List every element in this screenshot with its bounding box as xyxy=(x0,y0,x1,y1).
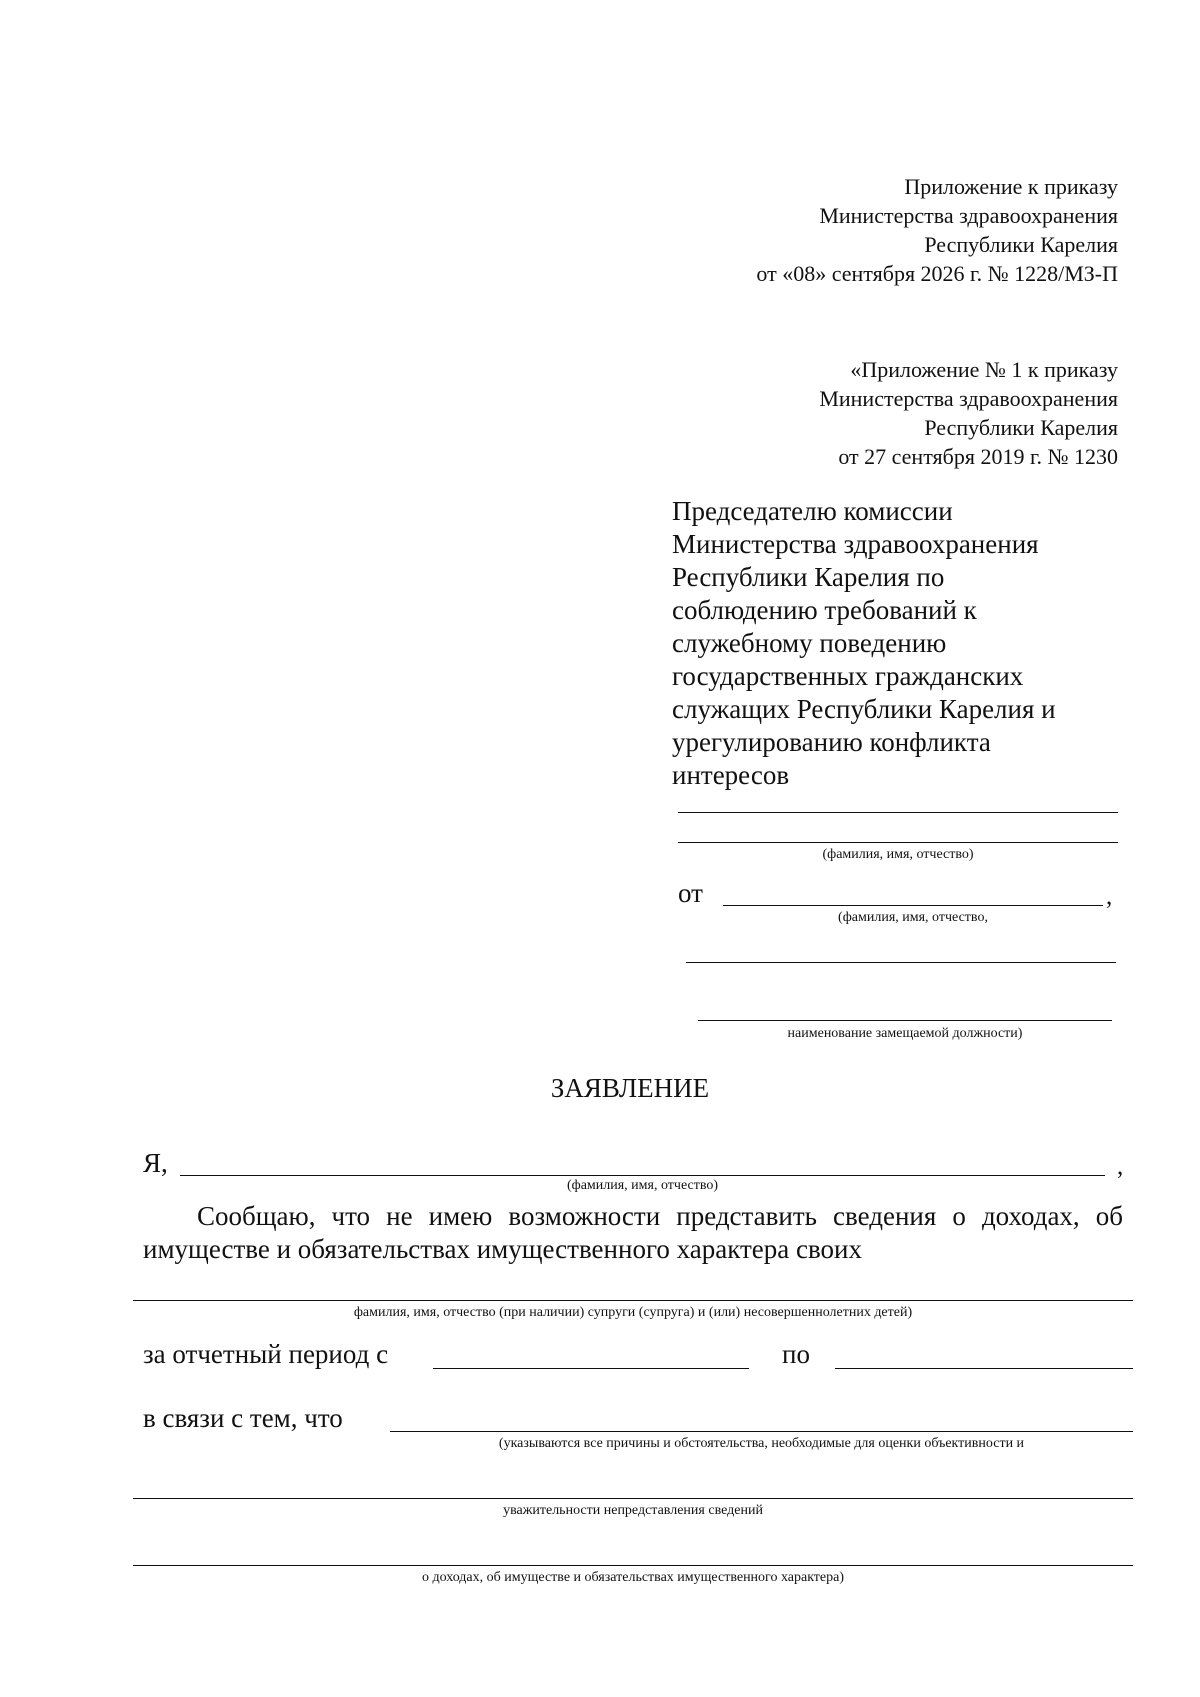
appendix-order-block xyxy=(756,172,1118,288)
reason-caption-1: (указываются все причины и обстоятельства, необходимые для оценки объективности и xyxy=(498,1436,1025,1451)
i-name-line[interactable] xyxy=(180,1175,1105,1176)
appendix-order-line: от «08» сентября 2026 г. № 1228/МЗ-П xyxy=(756,261,1118,286)
relatives-caption: фамилия, имя, отчество (при наличии) супруги (супруга) и (или) несовершеннолетних детей) xyxy=(353,1305,913,1320)
appendix-original-line: Республики Карелия xyxy=(924,415,1118,440)
from-name-line[interactable] xyxy=(723,905,1103,906)
i-caption: (фамилия, имя, отчество) xyxy=(566,1178,719,1193)
from-caption: (фамилия, имя, отчество, xyxy=(838,910,988,925)
from-label: от xyxy=(678,878,703,908)
reason-line-1[interactable] xyxy=(390,1431,1133,1432)
document-title: ЗАЯВЛЕНИЕ xyxy=(550,1073,710,1103)
from-comma: , xyxy=(1106,883,1113,910)
position-line-2[interactable] xyxy=(698,1020,1112,1021)
addressee-line: интересов xyxy=(672,760,790,790)
addressee-block xyxy=(672,495,1142,792)
relatives-line[interactable] xyxy=(133,1300,1133,1301)
period-from-line[interactable] xyxy=(433,1368,749,1369)
reason-label: в связи с тем, что xyxy=(143,1403,343,1433)
appendix-order-line: Приложение к приказу xyxy=(904,174,1118,199)
reason-caption-3: о доходах, об имуществе и обязательствах имущественного характера) xyxy=(421,1570,845,1585)
statement-line-1: Сообщаю, что не имею возможности представить сведения о доходах, об xyxy=(197,1201,1123,1231)
addressee-line: урегулированию конфликта xyxy=(672,727,991,757)
chair-name-caption: (фамилия, имя, отчество) xyxy=(822,847,974,862)
reason-caption-2: уважительности непредставления сведений xyxy=(503,1503,763,1518)
addressee-line: Министерства здравоохранения xyxy=(672,529,1039,559)
appendix-original-line: Министерства здравоохранения xyxy=(819,386,1118,411)
i-label: Я, xyxy=(143,1148,168,1178)
chair-name-line-1[interactable] xyxy=(678,812,1118,813)
addressee-line: Республики Карелия по xyxy=(672,562,945,592)
statement-paragraph xyxy=(143,1200,1123,1266)
reason-line-3[interactable] xyxy=(133,1565,1133,1566)
statement-line-2: имуществе и обязательствах имущественного характера своих xyxy=(143,1234,862,1264)
addressee-line: государственных гражданских xyxy=(672,661,1024,691)
position-line-1[interactable] xyxy=(686,962,1116,963)
appendix-order-line: Республики Карелия xyxy=(924,232,1118,257)
period-to-label: по xyxy=(782,1339,810,1369)
appendix-original-line: «Приложение № 1 к приказу xyxy=(850,357,1118,382)
addressee-line: служебному поведению xyxy=(672,628,947,658)
reason-line-2[interactable] xyxy=(133,1498,1133,1499)
period-to-line[interactable] xyxy=(835,1368,1133,1369)
addressee-line: Председателю комиссии xyxy=(672,496,953,526)
chair-name-line-2[interactable] xyxy=(678,842,1118,843)
i-comma: , xyxy=(1117,1153,1124,1180)
appendix-order-line: Министерства здравоохранения xyxy=(819,203,1118,228)
appendix-original-block xyxy=(819,355,1118,471)
period-label: за отчетный период с xyxy=(143,1339,389,1369)
appendix-original-line: от 27 сентября 2019 г. № 1230 xyxy=(838,444,1118,469)
addressee-line: служащих Республики Карелия и xyxy=(672,694,1056,724)
addressee-line: соблюдению требований к xyxy=(672,595,977,625)
position-caption: наименование замещаемой должности) xyxy=(787,1026,1023,1041)
